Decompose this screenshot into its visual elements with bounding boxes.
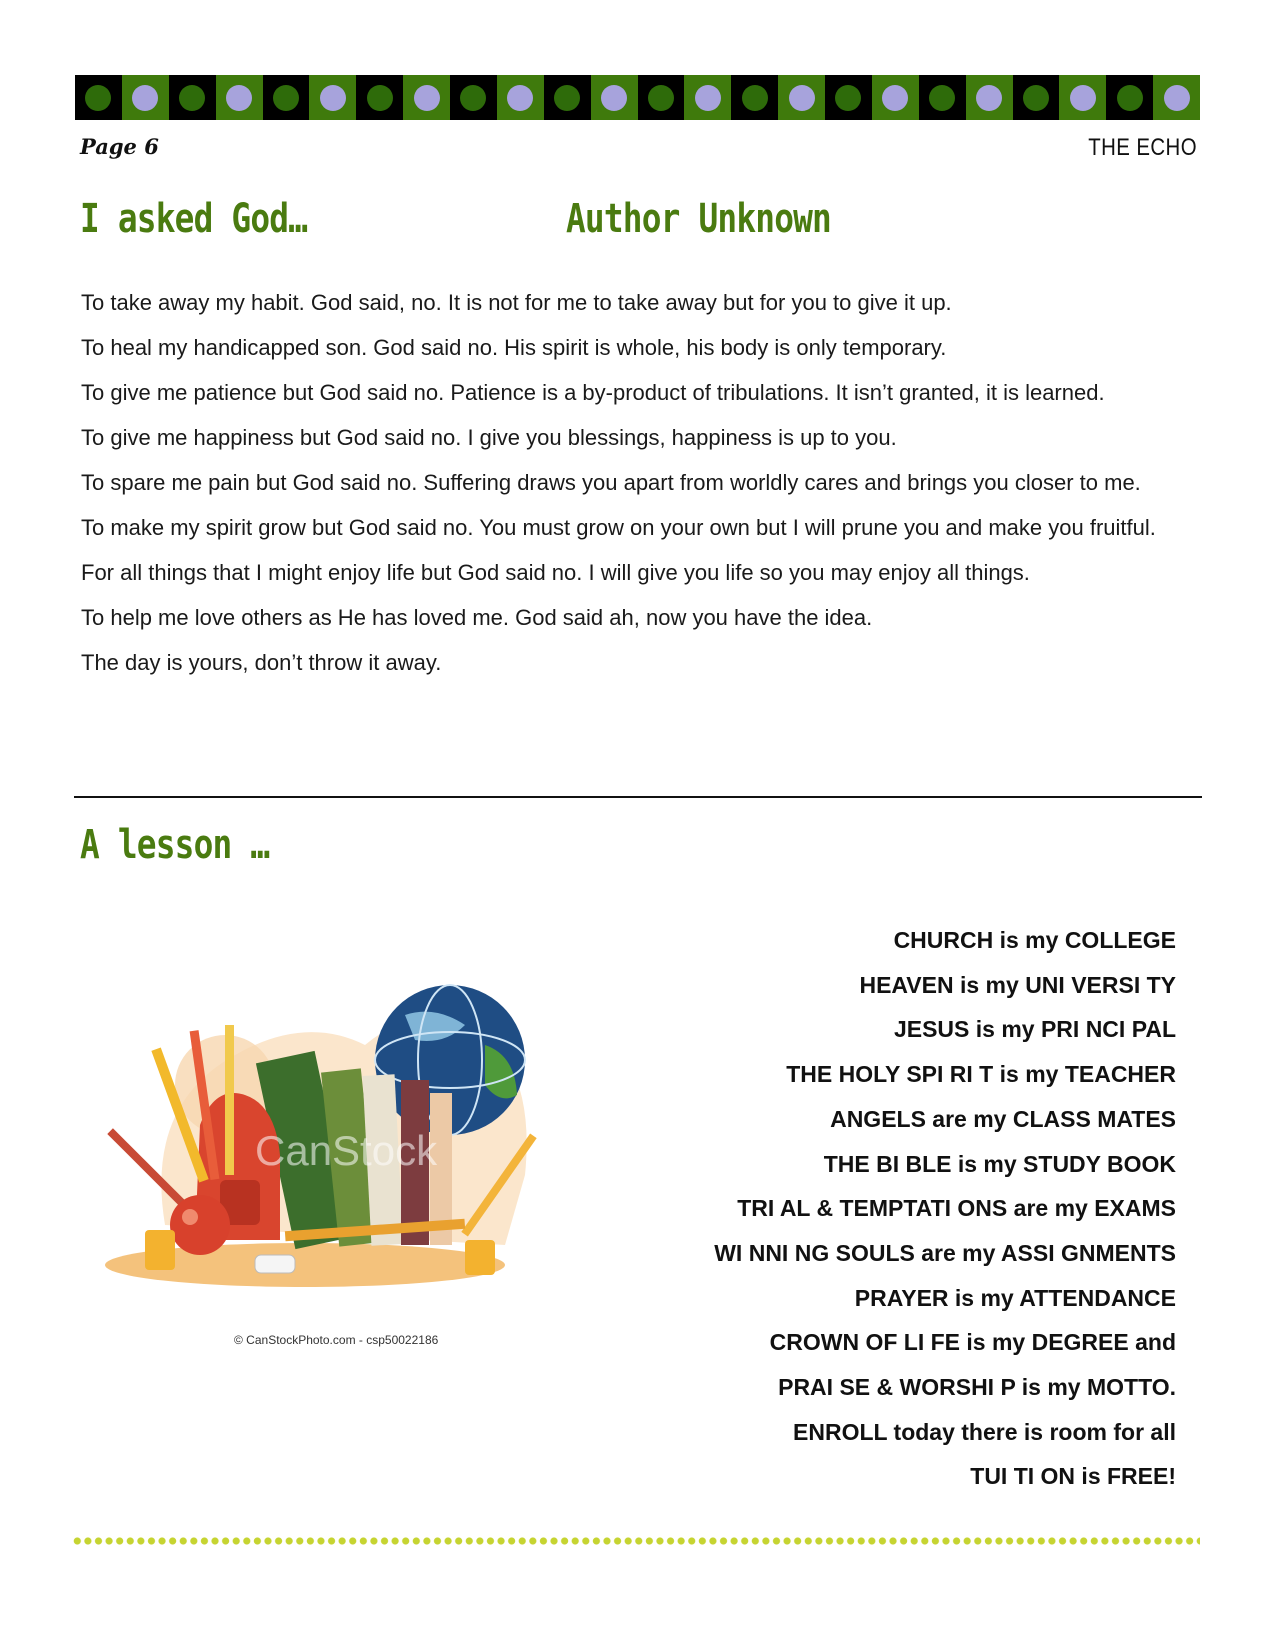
band-cell [919,75,966,120]
band-dot [835,85,861,111]
lesson-line: HEAVEN is my UNI VERSI TY [859,971,1176,998]
band-cell [1059,75,1106,120]
band-cell [169,75,216,120]
band-cell [1153,75,1200,120]
lesson-line: TRI AL & TEMPTATI ONS are my EXAMS [737,1195,1176,1222]
band-dot [273,85,299,111]
band-cell [731,75,778,120]
publication-title: THE ECHO [1088,134,1197,161]
band-cell [544,75,591,120]
band-dot [179,85,205,111]
band-cell [778,75,825,120]
band-dot [1023,85,1049,111]
band-cell [591,75,638,120]
band-cell [1106,75,1153,120]
school-supplies-illustration [105,975,575,1295]
section-title-asked-god: I asked God… [80,196,308,242]
poem-paragraph: To give me patience but God said no. Patience is a by-product of tribulations. It isn’t granted, it is learned. [81,380,1105,405]
band-dot [414,85,440,111]
band-dot [85,85,111,111]
band-cell [966,75,1013,120]
image-watermark: CanStock [255,1127,438,1174]
band-dot [460,85,486,111]
band-dot [695,85,721,111]
band-cell [825,75,872,120]
band-cell [684,75,731,120]
band-cell [309,75,356,120]
band-dot [789,85,815,111]
poem-paragraph: To spare me pain but God said no. Suffering draws you apart from worldly cares and brings you closer to me. [81,470,1141,495]
band-dot [367,85,393,111]
poem-paragraph: To heal my handicapped son. God said no. His spirit is whole, his body is only temporary. [81,335,947,360]
lesson-line: THE BI BLE is my STUDY BOOK [823,1150,1176,1177]
poem-body [81,286,1199,691]
lesson-list [714,918,1176,1499]
lesson-line: ANGELS are my CLASS MATES [830,1105,1176,1132]
band-cell [75,75,122,120]
band-cell [638,75,685,120]
lesson-line: CHURCH is my COLLEGE [893,927,1176,953]
lesson-line: TUI TI ON is FREE! [970,1463,1176,1490]
section-title-a-lesson: A lesson … [80,822,270,868]
band-dot [132,85,158,111]
page-number: Page 6 [80,134,159,159]
image-credit: © CanStockPhoto.com - csp50022186 [234,1333,439,1347]
poem-paragraph: To take away my habit. God said, no. It is not for me to take away but for you to give it up. [81,290,952,315]
poem-paragraph: For all things that I might enjoy life but God said no. I will give you life so you may enjoy all things. [81,560,1030,585]
band-cell [450,75,497,120]
band-dot [507,85,533,111]
band-cell [356,75,403,120]
poem-paragraph: To make my spirit grow but God said no. You must grow on your own but I will prune you and make you fruitful. [81,515,1156,540]
lesson-line: PRAYER is my ATTENDANCE [854,1284,1176,1311]
band-dot [1070,85,1096,111]
band-dot [554,85,580,111]
lesson-line: CROWN OF LI FE is my DEGREE and [769,1329,1176,1356]
band-cell [872,75,919,120]
band-cell [1013,75,1060,120]
band-cell [122,75,169,120]
lesson-line: THE HOLY SPI RI T is my TEACHER [786,1061,1176,1088]
poem-paragraph: To help me love others as He has loved me. God said ah, now you have the idea. [81,605,873,630]
band-dot [648,85,674,111]
decorative-dot-band [75,75,1200,120]
band-cell [263,75,310,120]
band-dot [1117,85,1143,111]
band-dot [226,85,252,111]
lesson-line: ENROLL today there is room for all [793,1418,1176,1445]
band-cell [403,75,450,120]
band-dot [929,85,955,111]
band-dot [1164,85,1190,111]
band-dot [976,85,1002,111]
section-divider [74,796,1202,798]
poem-paragraph: To give me happiness but God said no. I give you blessings, happiness is up to you. [81,425,897,450]
lesson-line: JESUS is my PRI NCI PAL [893,1016,1176,1043]
band-dot [320,85,346,111]
section-author: Author Unknown [566,196,831,242]
band-dot [601,85,627,111]
band-dot [882,85,908,111]
lesson-line: PRAI SE & WORSHI P is my MOTTO. [778,1374,1176,1401]
band-cell [497,75,544,120]
footer-dotted-rule [72,1537,1200,1545]
poem-paragraph: The day is yours, don’t throw it away. [81,650,442,675]
lesson-line: WI NNI NG SOULS are my ASSI GNMENTS [714,1239,1176,1266]
band-dot [742,85,768,111]
band-cell [216,75,263,120]
